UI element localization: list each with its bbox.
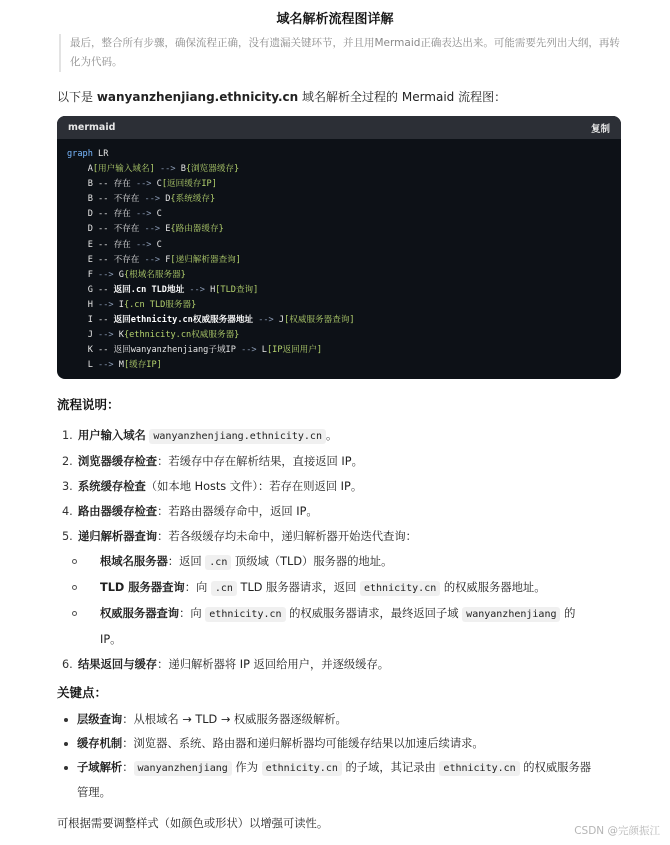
intro-domain: wanyanzhenjiang.ethnicity.cn: [96, 90, 299, 104]
list-item: 缓存机制：浏览器、系统、路由器和递归解析器均可能缓存结果以加速后续请求。: [62, 732, 622, 756]
list-item: 4. 路由器缓存检查：若路由器缓存命中，返回 IP。: [62, 505, 318, 518]
code-line: D -- 不存在 --> E{路由器缓存}: [67, 224, 224, 235]
bullet-icon: [64, 742, 68, 746]
bullet-icon: [64, 718, 68, 722]
bullet-icon: [64, 766, 68, 770]
sub-list-item: TLD 服务器查询：向 .cn TLD 服务器请求，返回 ethnicity.cn 的权威服务器地址。: [62, 575, 622, 601]
watermark: CSDN @完颜振江: [574, 825, 660, 837]
code-header: [57, 116, 621, 139]
intro-suffix: 域名解析全过程的 Mermaid 流程图：: [298, 90, 507, 104]
code-line: B -- 不存在 --> D{系统缓存}: [67, 194, 216, 205]
list-item: 层级查询：从根域名 → TLD → 权威服务器逐级解析。: [62, 708, 622, 732]
sub-list-item: 根域名服务器：返回 .cn 顶级域（TLD）服务器的地址。: [62, 549, 622, 575]
thinking-text-line-1: 最后，整合所有步骤，确保流程正确，没有遗漏关键环节，并且用Mermaid正确表达出来。可能需要先列出大纲，再转: [70, 37, 620, 49]
list-item: 5. 递归解析器查询：若各级缓存均未命中，递归解析器开始迭代查询：: [62, 530, 417, 543]
list-item: 2. 浏览器缓存检查：若缓存中存在解析结果，直接返回 IP。: [62, 455, 363, 468]
code-line: B -- 存在 --> C[返回缓存IP]: [67, 179, 217, 190]
list-item: 3. 系统缓存检查（如本地 Hosts 文件）：若存在则返回 IP。: [62, 480, 363, 493]
code-line: H --> I{.cn TLD服务器}: [67, 299, 197, 310]
section-heading-flow: 流程说明：: [57, 397, 120, 412]
code-line: F --> G{根域名服务器}: [67, 269, 186, 280]
list-item: 1. 用户输入域名 wanyanzhenjiang.ethnicity.cn 。: [62, 429, 338, 442]
page-title: 域名解析流程图详解: [276, 12, 394, 27]
circle-bullet-icon: [72, 559, 77, 564]
code-line: A[用户输入域名] --> B{浏览器缓存}: [67, 164, 240, 175]
code-line: I -- 返回ethnicity.cn权威服务器地址 --> J[权威服务器查询]: [67, 315, 355, 326]
intro-prefix: 以下是: [57, 90, 97, 104]
code-content: [57, 139, 621, 379]
code-line: K -- 返回wanyanzhenjiang子域IP --> L[IP返回用户]: [67, 345, 323, 356]
flow-steps-list: [62, 423, 622, 677]
sub-list-item: 权威服务器查询：向 ethnicity.cn 的权威服务器请求，最终返回子域 wanyanzhenjiang 的 IP。: [62, 601, 622, 652]
code-block: [57, 116, 621, 379]
code-line: G -- 返回.cn TLD地址 --> H[TLD查询]: [67, 284, 259, 295]
copy-button[interactable]: 复制: [590, 123, 610, 135]
code-line: D -- 存在 --> C: [67, 209, 162, 220]
code-line: E -- 存在 --> C: [67, 239, 162, 250]
thinking-text-line-2: 化为代码。: [70, 56, 123, 68]
code-line: graph LR: [67, 149, 109, 159]
circle-bullet-icon: [72, 585, 77, 590]
list-item: 6. 结果返回与缓存：递归解析器将 IP 返回给用户，并逐级缓存。: [62, 658, 390, 671]
footer-note: 可根据需要调整样式（如颜色或形状）以增强可读性。: [57, 817, 329, 830]
intro-text: [57, 88, 506, 105]
circle-bullet-icon: [72, 611, 77, 616]
keypoints-list: [62, 708, 622, 805]
thinking-quote: [59, 34, 630, 72]
code-line: L --> M[缓存IP]: [67, 360, 162, 371]
code-line: J --> K{ethnicity.cn权威服务器}: [67, 330, 240, 341]
list-item: 子域解析： wanyanzhenjiang 作为 ethnicity.cn 的子域，其记录由 ethnicity.cn 的权威服务器 管理。: [62, 756, 622, 805]
section-heading-keypoints: 关键点：: [57, 685, 108, 700]
code-language-label: mermaid: [68, 122, 116, 133]
code-line: E -- 不存在 --> F[递归解析器查询]: [67, 254, 241, 265]
